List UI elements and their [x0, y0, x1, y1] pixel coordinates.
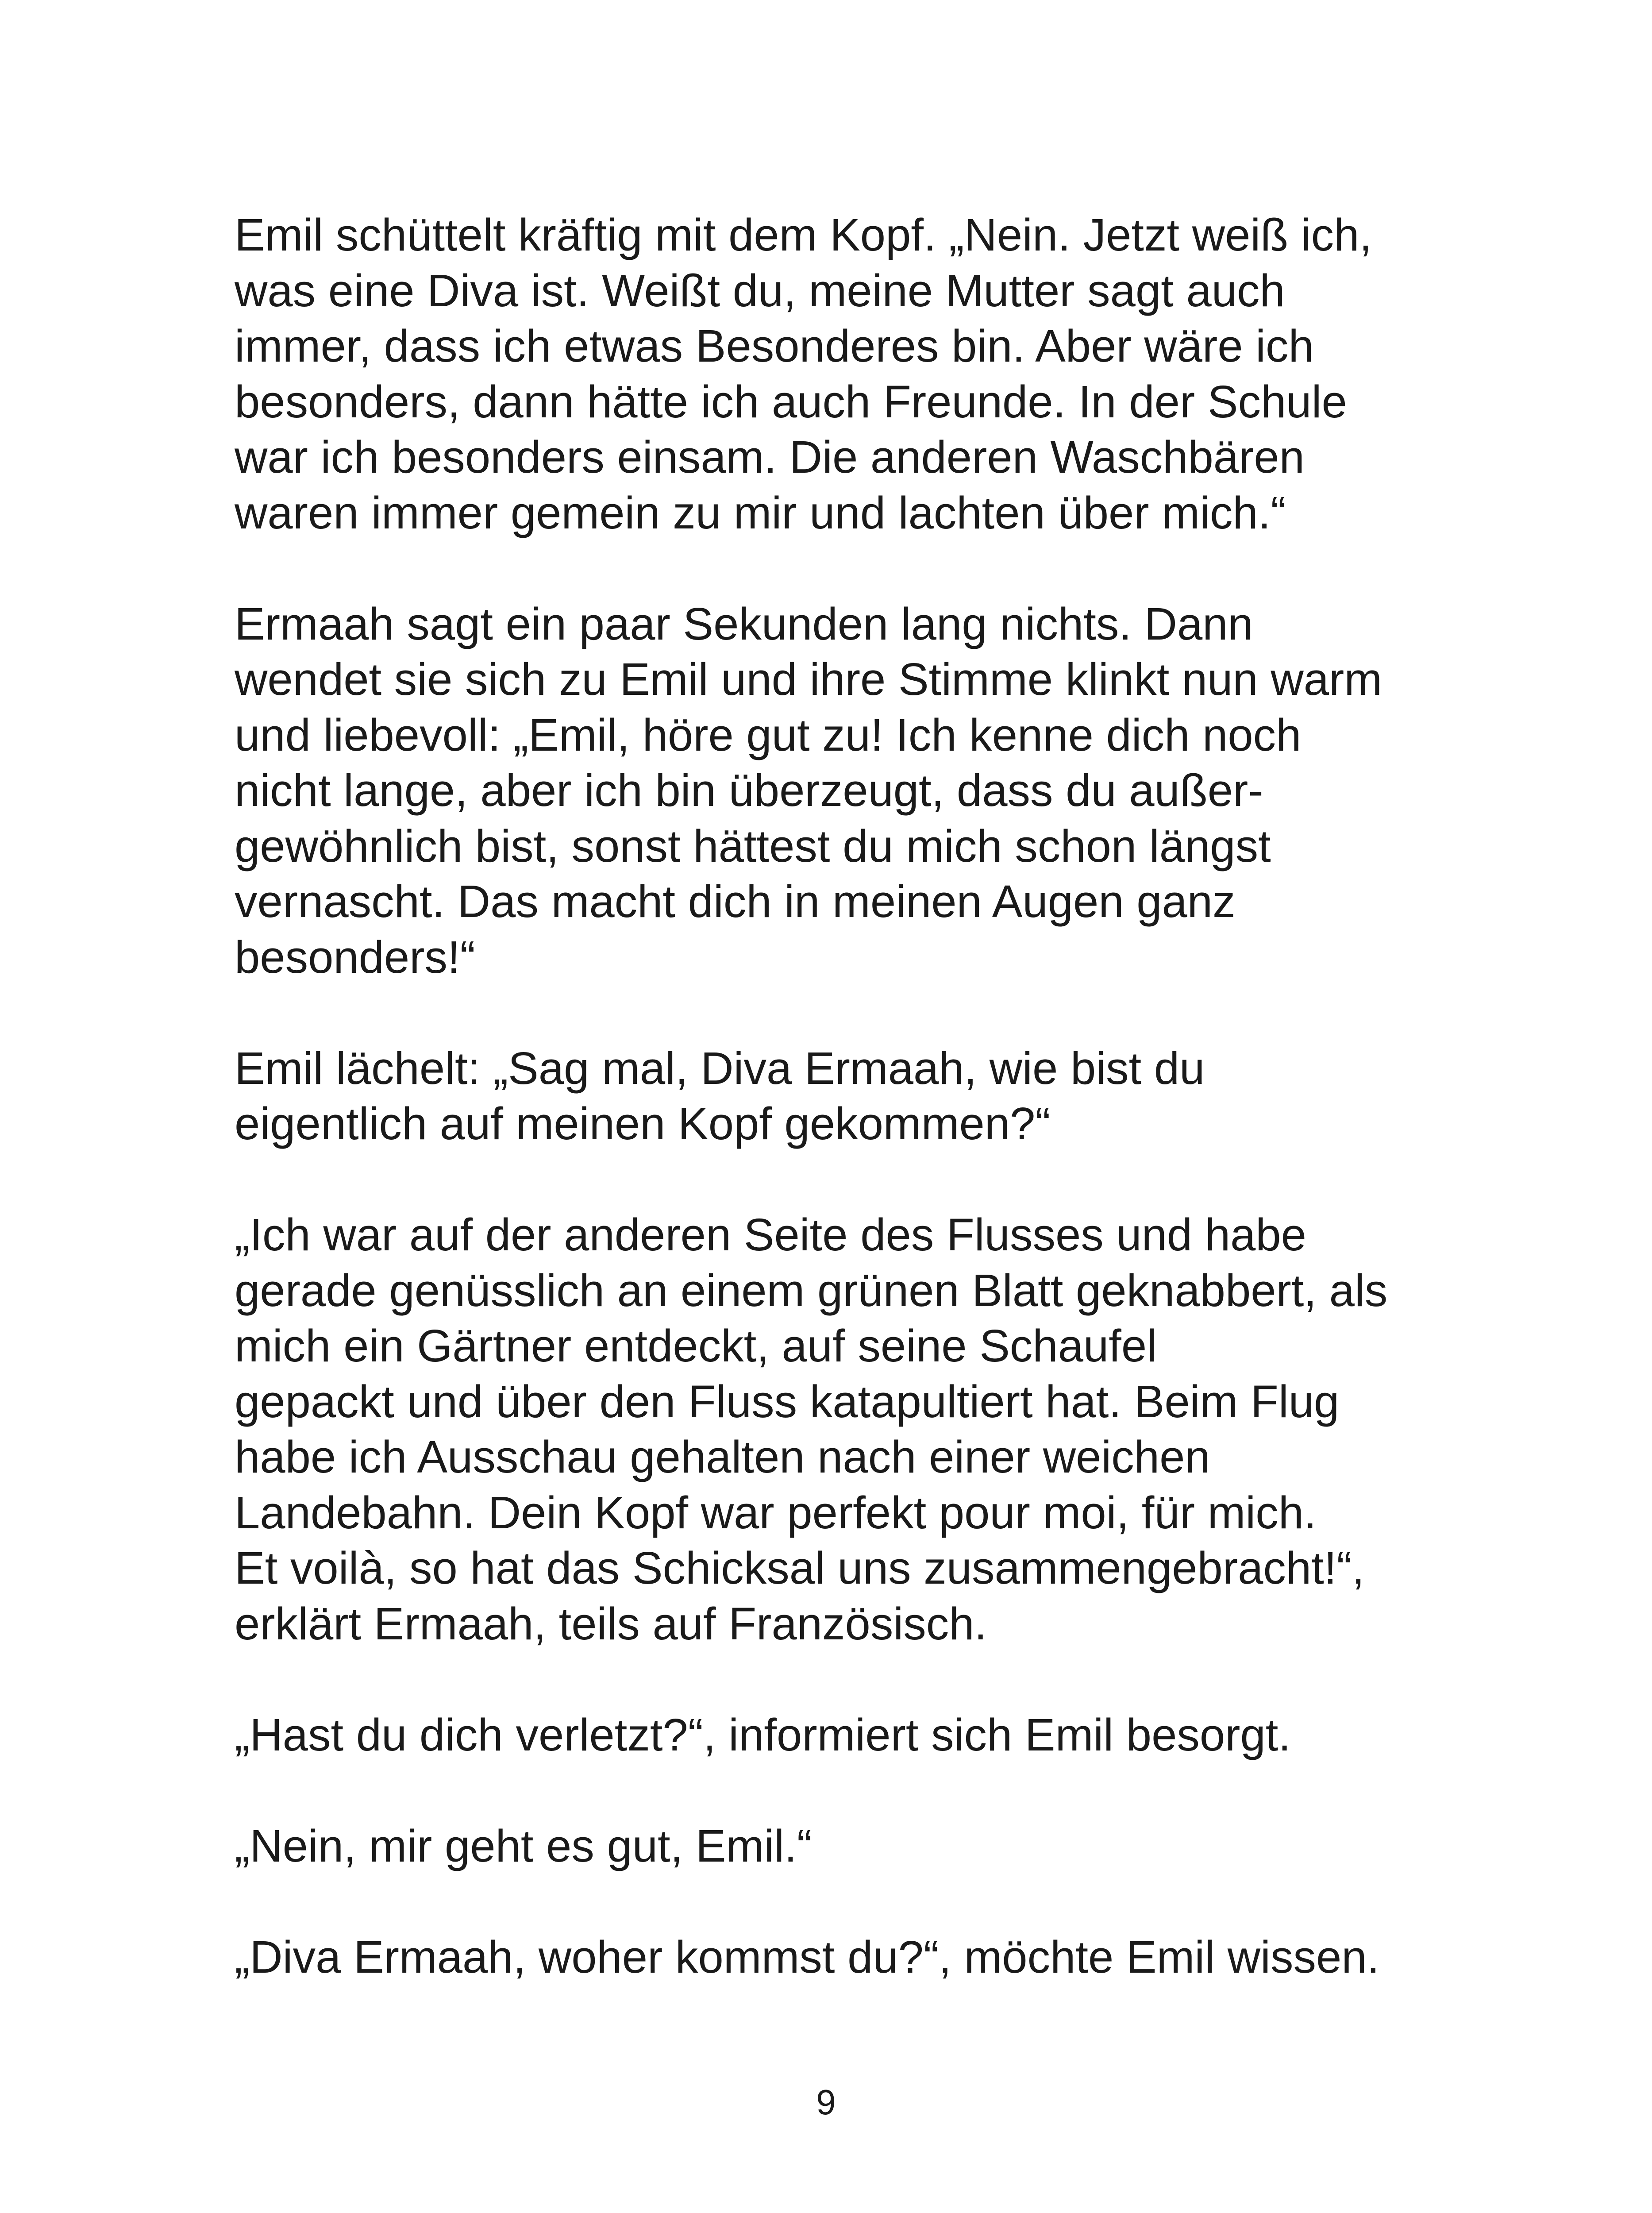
paragraph [235, 1707, 1474, 1763]
text-line: „Hast du dich verletzt?“, informiert sich Emil besorgt. [235, 1709, 1291, 1760]
paragraph [235, 1041, 1474, 1152]
text-line: Ermaah sagt ein paar Sekunden lang nichts. Dann [235, 598, 1253, 649]
text-line: was eine Diva ist. Weißt du, meine Mutter sagt auch [235, 265, 1285, 316]
paragraph [235, 1207, 1474, 1651]
text-line: waren immer gemein zu mir und lachten über mich.“ [235, 487, 1286, 538]
paragraph [235, 596, 1474, 985]
text-line: nicht lange, aber ich bin überzeugt, dass du außer- [235, 765, 1263, 816]
text-line: Emil lächelt: „Sag mal, Diva Ermaah, wie bist du [235, 1042, 1205, 1094]
text-line: vernascht. Das macht dich in meinen Augen ganz [235, 876, 1236, 927]
text-line: Emil schüttelt kräftig mit dem Kopf. „Nein. Jetzt weiß ich, [235, 209, 1372, 260]
text-line: gepackt und über den Fluss katapultiert hat. Beim Flug [235, 1376, 1340, 1427]
text-line: erklärt Ermaah, teils auf Französisch. [235, 1598, 987, 1649]
text-line: habe ich Ausschau gehalten nach einer weichen [235, 1431, 1210, 1482]
text-line: besonders!“ [235, 931, 475, 983]
text-line: immer, dass ich etwas Besonderes bin. Aber wäre ich [235, 320, 1314, 371]
text-line: wendet sie sich zu Emil und ihre Stimme klinkt nun warm [235, 654, 1382, 705]
text-line: gewöhnlich bist, sonst hättest du mich schon längst [235, 820, 1271, 871]
text-line: „Nein, mir geht es gut, Emil.“ [235, 1820, 813, 1871]
body-text [235, 207, 1474, 1985]
text-line: „Diva Ermaah, woher kommst du?“, möchte Emil wissen. [235, 1931, 1380, 1982]
text-line: Et voilà, so hat das Schicksal uns zusammengebracht!“, [235, 1542, 1365, 1593]
paragraph [235, 1818, 1474, 1874]
text-line: eigentlich auf meinen Kopf gekommen?“ [235, 1098, 1051, 1149]
text-line: war ich besonders einsam. Die anderen Waschbären [235, 432, 1305, 482]
text-line: besonders, dann hätte ich auch Freunde. In der Schule [235, 376, 1347, 427]
text-line: „Ich war auf der anderen Seite des Flusses und habe [235, 1209, 1306, 1260]
text-line: Landebahn. Dein Kopf war perfekt pour moi, für mich. [235, 1487, 1317, 1538]
text-line: gerade genüsslich an einem grünen Blatt geknabbert, als [235, 1265, 1388, 1316]
paragraph [235, 207, 1474, 540]
text-line: und liebevoll: „Emil, höre gut zu! Ich kenne dich noch [235, 709, 1302, 760]
paragraph [235, 1929, 1474, 1985]
page-number: 9 [816, 2082, 836, 2122]
text-line: mich ein Gärtner entdeckt, auf seine Schaufel [235, 1320, 1157, 1371]
